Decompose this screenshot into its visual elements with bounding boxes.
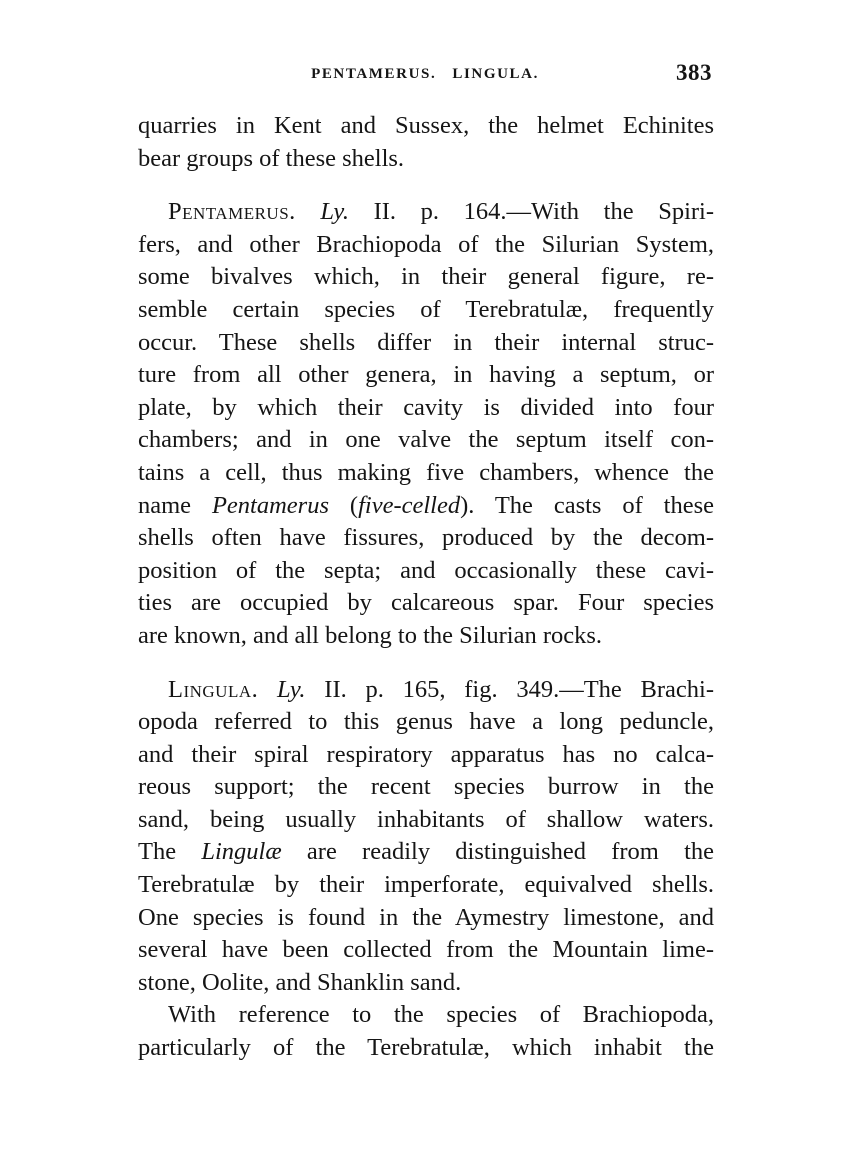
text-line: position of the septa; and occasionally these cavi- (138, 556, 714, 584)
genus-name: Pentamerus (211, 491, 330, 519)
paragraph-continuation (138, 110, 714, 175)
text-line: several have been collected from the Mountain lime- (138, 936, 714, 964)
running-head (138, 60, 712, 90)
reference-abbrev: Ly. (320, 198, 349, 226)
genus-name: Lingulæ (201, 838, 282, 866)
text-run: are readily distinguished from the (281, 838, 714, 866)
text-line: semble certain species of Terebratulæ, frequently (138, 295, 714, 323)
text-line: ture from all other genera, in having a septum, or (138, 361, 714, 389)
page-number: 383 (676, 60, 712, 85)
text-line: are known, and all belong to the Silurian rocks. (138, 621, 603, 649)
text-line (138, 490, 714, 523)
entry-heading-pentamerus: Pentamerus. (168, 198, 296, 226)
text-line: sand, being usually inhabitants of shallow waters. (138, 805, 714, 833)
text-line: shells often have fissures, produced by the decom- (138, 524, 714, 552)
text-run: II. p. 165, fig. 349.—The Brachi- (324, 675, 714, 703)
paragraph-pentamerus (138, 196, 714, 652)
text-line: One species is found in the Aymestry limestone, and (138, 903, 714, 931)
running-title: PENTAMERUS. LINGULA. (311, 66, 539, 82)
text-run: The (138, 838, 202, 866)
text-run: ). The casts of these (460, 491, 714, 519)
paragraph-brachiopoda (138, 999, 714, 1064)
text-line: With reference to the species of Brachiopoda, (168, 1001, 714, 1029)
text-line: plate, by which their cavity is divided into four (138, 393, 714, 421)
entry-heading-lingula: Lingula. (168, 675, 259, 703)
text-line: tains a cell, thus making five chambers, whence the (138, 458, 714, 486)
text-line: Terebratulæ by their imperforate, equivalved shells. (138, 871, 714, 899)
text-run: II. p. 164.—With the Spiri- (373, 198, 715, 226)
text-line: occur. These shells differ in their internal struc- (138, 328, 714, 356)
text-line (138, 196, 714, 229)
text-line: reous support; the recent species burrow in the (138, 773, 714, 801)
text-line: chambers; and in one valve the septum itself con- (138, 426, 714, 454)
text-line: and their spiral respiratory apparatus has no calca- (138, 740, 714, 768)
text-line (138, 836, 714, 869)
text-line: quarries in Kent and Sussex, the helmet Echinites (138, 112, 714, 139)
text-line (138, 674, 714, 707)
paragraph-lingula (138, 674, 714, 1000)
text-line: bear groups of these shells. (138, 144, 405, 172)
body-text (138, 110, 714, 1065)
text-line: ties are occupied by calcareous spar. Four species (138, 589, 714, 617)
text-line: stone, Oolite, and Shanklin sand. (138, 968, 462, 996)
text-run: ( (329, 491, 359, 519)
text-line: fers, and other Brachiopoda of the Silurian System, (138, 230, 714, 258)
translation: five-celled (358, 491, 461, 519)
text-line: particularly of the Terebratulæ, which inhabit the (138, 1034, 714, 1062)
reference-abbrev: Ly. (277, 675, 306, 703)
text-line: some bivalves which, in their general figure, re- (138, 263, 714, 291)
text-line: opoda referred to this genus have a long peduncle, (138, 708, 714, 736)
text-run: name (138, 491, 212, 519)
